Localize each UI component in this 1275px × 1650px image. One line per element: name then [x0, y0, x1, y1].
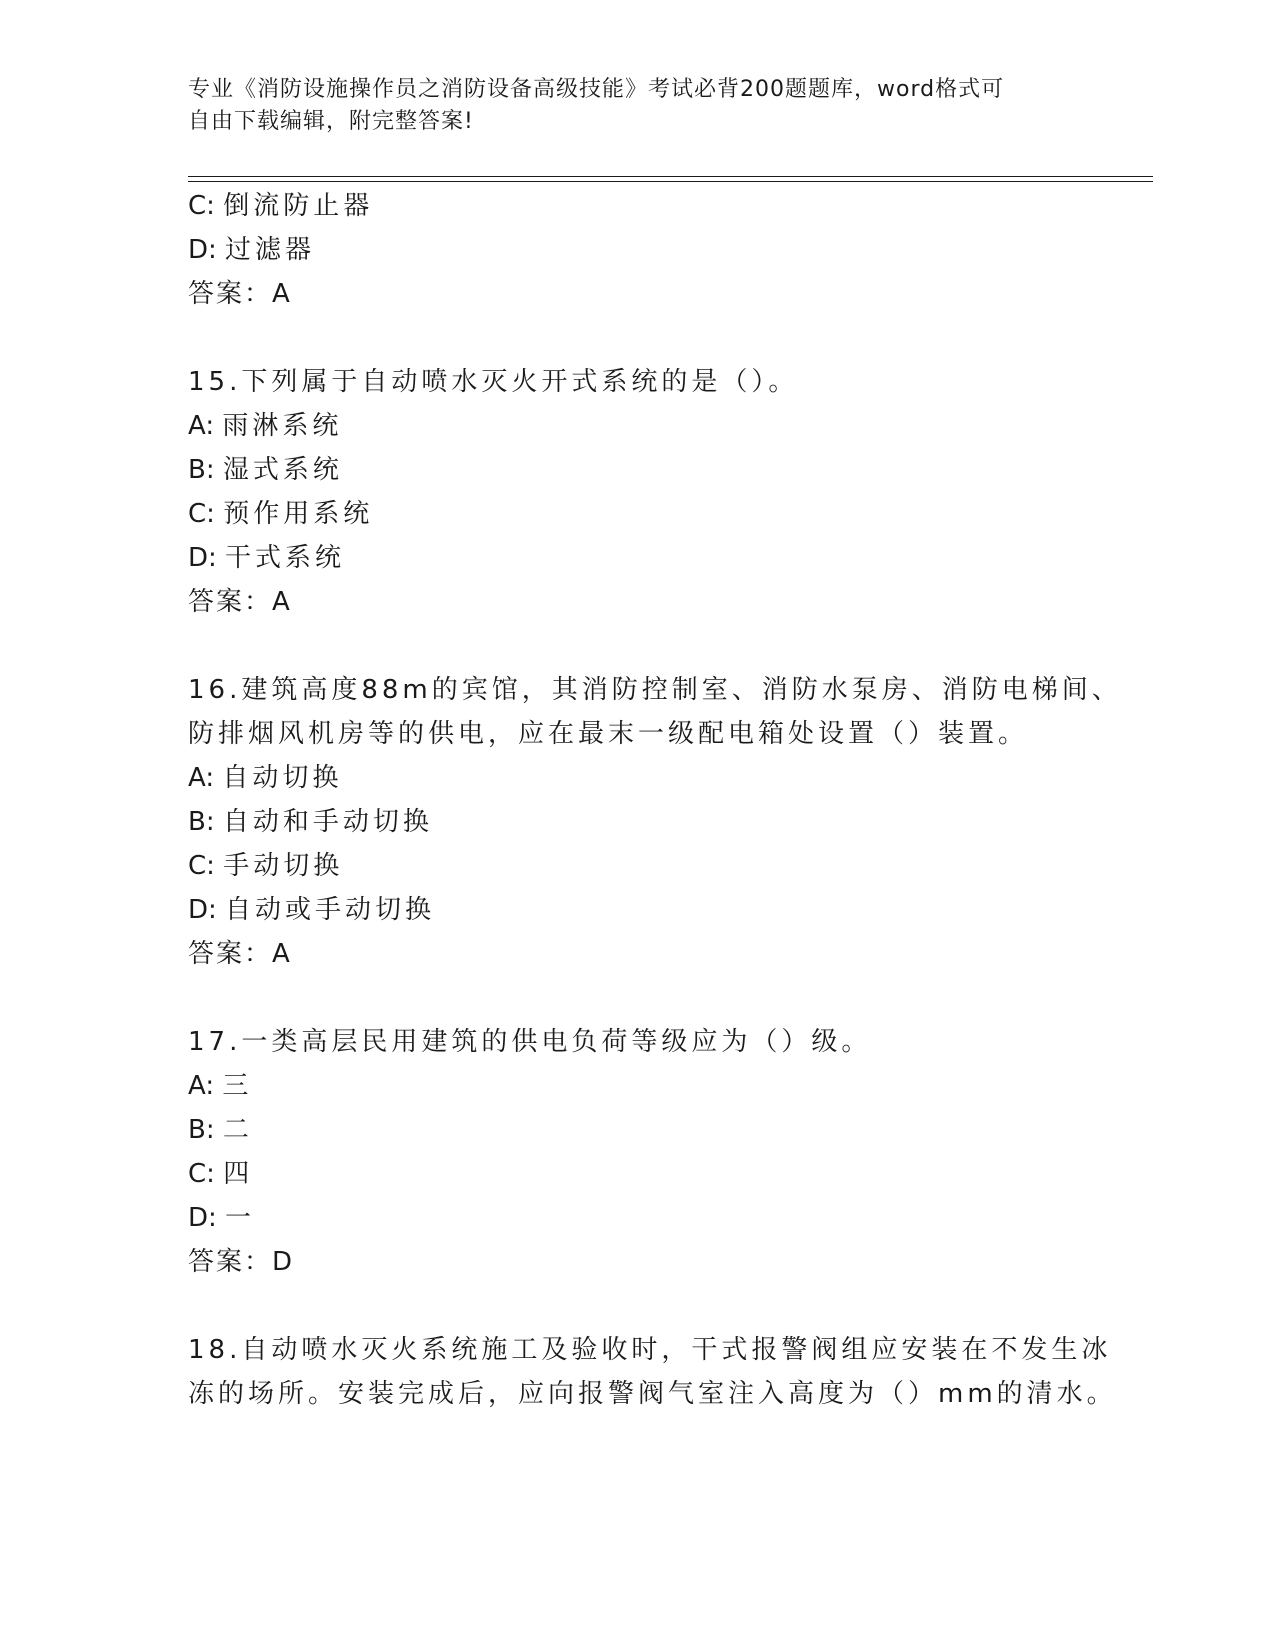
document-header: [188, 74, 1088, 138]
option-line: [188, 805, 433, 839]
option-line: [188, 1113, 253, 1147]
option-line: [188, 893, 435, 927]
header-line-2: 自由下载编辑，附完整答案!: [188, 109, 474, 134]
option-key: A:: [188, 763, 223, 793]
option-text: 雨淋系统: [222, 411, 343, 441]
option-key: D:: [188, 235, 226, 265]
question-stem: 17.一类高层民用建筑的供电负荷等级应为（）级。: [188, 1027, 872, 1057]
option-key: D:: [188, 543, 226, 573]
option-key: B:: [188, 807, 223, 837]
question-stem-cont: 防排烟风机房等的供电，应在最末一级配电箱处设置（）装置。: [188, 719, 1029, 749]
question-stem: 15.下列属于自动喷水灭火开式系统的是（）。: [188, 367, 799, 397]
answer-line: 答案：A: [188, 279, 292, 309]
option-line: [188, 849, 343, 883]
option-line: [188, 761, 342, 795]
option-text: 自动和手动切换: [222, 807, 433, 837]
option-line: [188, 1201, 255, 1235]
option-line: [188, 453, 343, 487]
question-stem: 18.自动喷水灭火系统施工及验收时，干式报警阀组应安装在不发生冰: [188, 1335, 1112, 1365]
option-key: C:: [188, 1159, 224, 1189]
question-stem: 16.建筑高度88m的宾馆，其消防控制室、消防水泵房、消防电梯间、: [188, 675, 1122, 705]
option-line: [188, 541, 345, 575]
option-key: A:: [188, 1071, 223, 1101]
option-key: D:: [188, 1203, 226, 1233]
option-text: 手动切换: [223, 851, 344, 881]
option-line: [188, 1157, 253, 1191]
option-text: 四: [223, 1159, 254, 1189]
option-key: B:: [188, 455, 223, 485]
option-text: 预作用系统: [223, 499, 374, 529]
option-key: B:: [188, 1115, 223, 1145]
header-rule-bottom: [188, 181, 1153, 182]
option-text: 自动或手动切换: [225, 895, 436, 925]
option-line: [188, 497, 373, 531]
option-text: 二: [222, 1115, 253, 1145]
option-text: 过滤器: [225, 235, 316, 265]
answer-line: 答案：A: [188, 587, 292, 617]
option-text: 一: [225, 1203, 256, 1233]
option-key: C:: [188, 851, 224, 881]
option-line: [188, 233, 315, 267]
option-text: 倒流防止器: [223, 191, 374, 221]
answer-line: 答案：A: [188, 939, 292, 969]
answer-line: 答案：D: [188, 1247, 295, 1277]
question-stem-cont: 冻的场所。安装完成后，应向报警阀气室注入高度为（）mm的清水。: [188, 1379, 1117, 1409]
option-text: 干式系统: [225, 543, 346, 573]
header-line-1: 专业《消防设施操作员之消防设备高级技能》考试必背200题题库，word格式可: [188, 77, 1005, 102]
option-text: 湿式系统: [222, 455, 343, 485]
header-rule-top: [188, 176, 1153, 177]
option-key: C:: [188, 191, 224, 221]
option-line: [188, 409, 342, 443]
option-text: 三: [222, 1071, 253, 1101]
option-key: C:: [188, 499, 224, 529]
option-line: [188, 1069, 252, 1103]
option-text: 自动切换: [222, 763, 343, 793]
option-line: [188, 189, 373, 223]
option-key: D:: [188, 895, 226, 925]
option-key: A:: [188, 411, 223, 441]
